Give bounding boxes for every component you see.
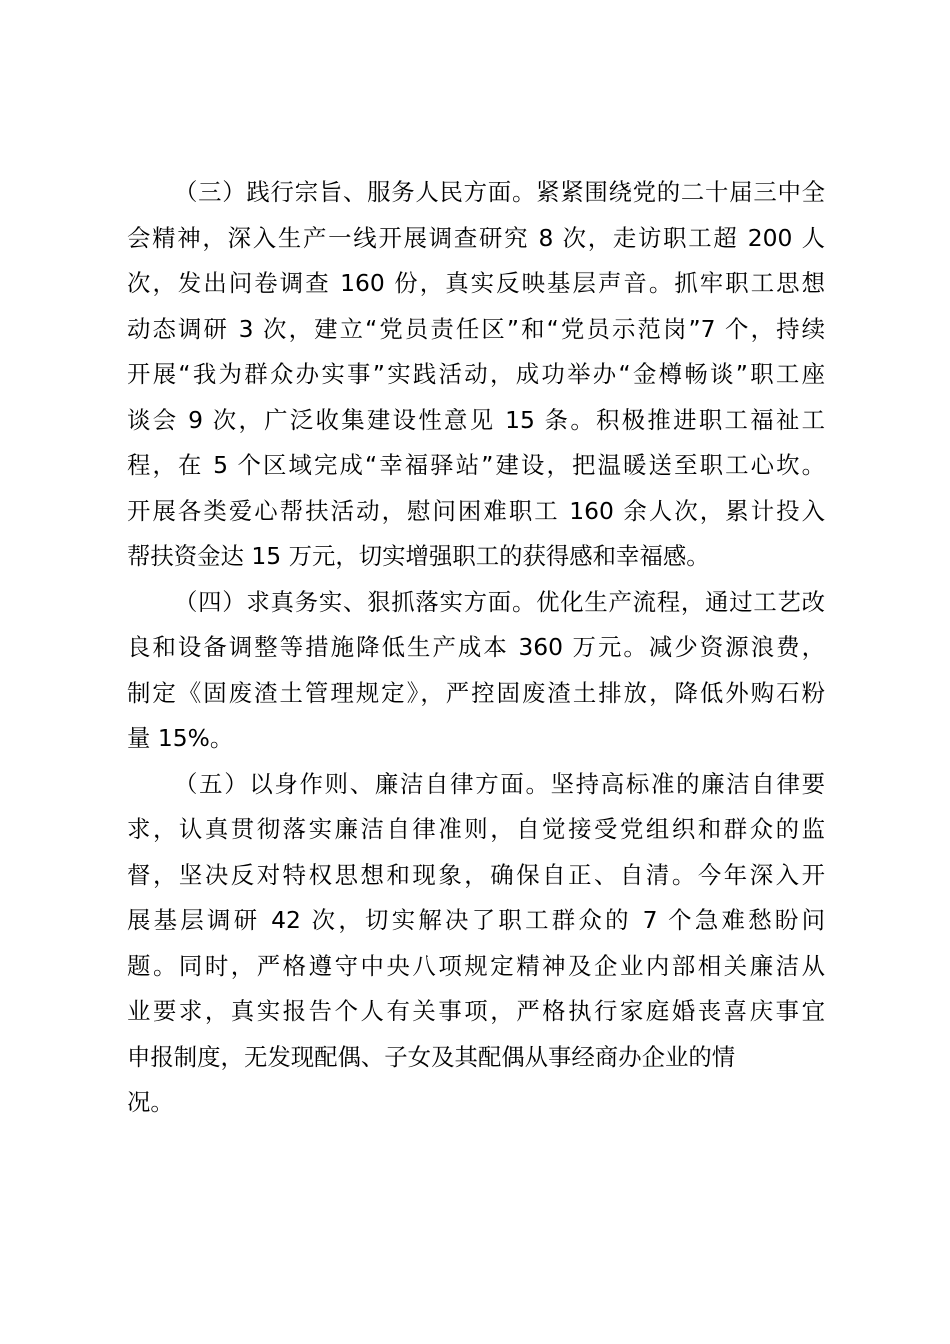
text-line: （五）以身作则、廉洁自律方面。坚持高标准的廉洁自律要	[174, 769, 825, 798]
text-line: 开展各类爱心帮扶活动，慰问困难职工 160 余人次，累计投入	[127, 496, 825, 525]
text-line: 业要求，真实报告个人有关事项，严格执行家庭婚丧喜庆事宜	[127, 997, 825, 1025]
text-line: 谈会 9 次，广泛收集建设性意见 15 条。积极推进职工福祉工	[127, 405, 825, 434]
text-line: 况。	[127, 1088, 174, 1116]
text-line: 申报制度，无发现配偶、子女及其配偶从事经商办企业的情	[127, 1042, 736, 1071]
text-line: 程，在 5 个区域完成“幸福驿站”建设，把温暖送至职工心坎。	[127, 451, 825, 479]
paragraph-san	[127, 170, 825, 580]
text-line: 督，坚决反对特权思想和现象，确保自正、自清。今年深入开	[127, 860, 825, 889]
text-line: （四）求真务实、狠抓落实方面。优化生产流程，通过工艺改	[174, 587, 825, 616]
document-body	[127, 170, 825, 1126]
text-line: 展基层调研 42 次，切实解决了职工群众的 7 个急难愁盼问	[127, 906, 825, 934]
text-line: 开展“我为群众办实事”实践活动，成功举办“金樽畅谈”职工座	[127, 360, 825, 388]
text-line: 会精神，深入生产一线开展调查研究 8 次，走访职工超 200 人	[127, 223, 825, 252]
paragraph-wu	[127, 762, 825, 1126]
text-line: （三）践行宗旨、服务人民方面。紧紧围绕党的二十届三中全	[174, 178, 825, 206]
text-line: 求，认真贯彻落实廉洁自律准则，自觉接受党组织和群众的监	[127, 815, 825, 843]
text-line: 制定《固废渣土管理规定》，严控固废渣土排放，降低外购石粉	[127, 678, 825, 707]
text-line: 次，发出问卷调查 160 份，真实反映基层声音。抓牢职工思想	[127, 269, 825, 297]
paragraph-si	[127, 580, 825, 762]
text-line: 帮扶资金达 15 万元，切实增强职工的获得感和幸福感。	[127, 542, 710, 570]
text-line: 良和设备调整等措施降低生产成本 360 万元。减少资源浪费，	[127, 633, 825, 661]
text-line: 量 15%。	[127, 724, 234, 752]
text-line: 题。同时，严格遵守中央八项规定精神及企业内部相关廉洁从	[127, 951, 825, 980]
text-line: 动态调研 3 次，建立“党员责任区”和“党员示范岗”7 个，持续	[127, 314, 825, 343]
